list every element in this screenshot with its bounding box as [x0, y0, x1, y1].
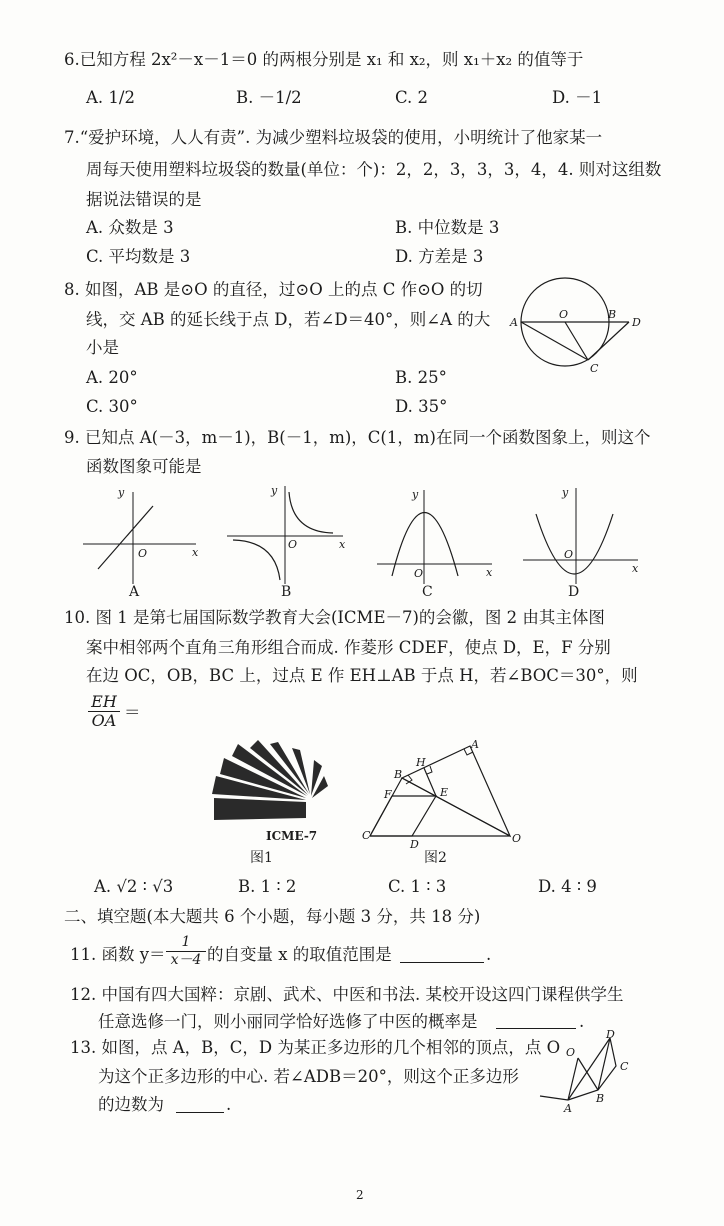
q11-fraction	[166, 934, 206, 969]
figure-label: B	[596, 1092, 605, 1105]
figure-label: A	[471, 738, 479, 751]
q13-answer-blank[interactable]	[176, 1112, 224, 1113]
figure-label: O	[564, 548, 574, 561]
q9-graph-b	[225, 484, 350, 599]
q13-polygon-figure	[540, 1028, 640, 1115]
q10-fraction	[88, 693, 120, 730]
q10-line3: 在边 OC，OB，BC 上，过点 E 作 EH⊥AB 于点 H，若∠BOC＝30°，则	[86, 666, 638, 685]
q10-line1: 10. 图 1 是第七届国际数学教育大会(ICME－7)的会徽，图 2 由其主体图	[64, 608, 605, 627]
figure-label: O	[288, 538, 298, 551]
q10-option-d: D. 4 ∶ 9	[538, 877, 597, 896]
q9-graph-c	[372, 484, 497, 599]
q11-answer-blank[interactable]	[400, 962, 484, 963]
q13-line1: 13. 如图，点 A，B，C，D 为某正多边形的几个相邻的顶点，点 O	[70, 1038, 561, 1057]
q10-option-a: A. √2 ∶ √3	[94, 877, 174, 896]
q7-option-b: B. 中位数是 3	[395, 218, 500, 237]
q7-line2: 周每天使用塑料垃圾袋的数量(单位：个)：2，2，3，3，3，4，4. 则对这组数	[86, 160, 662, 179]
figure-label: H	[416, 756, 426, 769]
q8-circle-figure	[505, 276, 655, 376]
q10-equals: ＝	[124, 703, 141, 722]
q9-option-a-letter: A	[129, 584, 140, 600]
figure-label: x	[192, 546, 199, 559]
q7-option-a: A. 众数是 3	[86, 218, 174, 237]
q8-line2: 线，交 AB 的延长线于点 D，若∠D＝40°，则∠A 的大	[86, 310, 491, 329]
q10-option-c: C. 1 ∶ 3	[388, 877, 447, 896]
q11-end: .	[486, 945, 492, 964]
figure-label: C	[362, 829, 371, 842]
q10-frac-num: EH	[91, 692, 117, 711]
figure-label: D	[606, 1028, 615, 1041]
q8-label-d: D	[632, 316, 641, 329]
q12-end: .	[579, 1012, 585, 1031]
q11-frac-num: 1	[181, 934, 191, 950]
q13-line3: 的边数为	[98, 1095, 164, 1114]
q6-option-a: A. 1/2	[86, 88, 135, 107]
q6-option-b: B. －1/2	[236, 88, 302, 107]
q9-option-d-letter: D	[568, 584, 580, 600]
q13-line2: 为这个正多边形的中心. 若∠ADB＝20°，则这个正多边形	[98, 1067, 519, 1086]
q9-line1: 9. 已知点 A(－3，m－1)，B(－1，m)，C(1，m)在同一个函数图象上，则这个	[64, 428, 651, 447]
figure-label: y	[562, 486, 569, 499]
q7-line3: 据说法错误的是	[86, 190, 202, 209]
figure-label: x	[486, 566, 493, 579]
figure-label: x	[339, 538, 346, 551]
q10-frac-den: OA	[88, 711, 120, 730]
q8-option-b: B. 25°	[395, 368, 447, 387]
figure-label: O	[512, 832, 522, 845]
q9-option-c-letter: C	[422, 584, 433, 600]
q8-label-o: O	[559, 308, 569, 321]
q13-end: .	[226, 1095, 232, 1114]
q10-option-b: B. 1 ∶ 2	[238, 877, 297, 896]
q8-line1: 8. 如图，AB 是⊙O 的直径，过⊙O 上的点 C 作⊙O 的切	[64, 280, 483, 299]
q9-graph-d	[518, 484, 643, 599]
q11-pre: 11. 函数 y＝	[70, 945, 166, 964]
figure-label: O	[566, 1046, 576, 1059]
q10-fig2	[360, 738, 520, 868]
q7-option-d: D. 方差是 3	[395, 247, 484, 266]
figure-label: y	[118, 486, 125, 499]
figure-label: D	[410, 838, 419, 851]
q7-line1: 7.“爱护环境，人人有责”. 为减少塑料垃圾袋的使用，小明统计了他家某一	[64, 128, 603, 147]
section2-heading: 二、填空题(本大题共 6 个小题，每小题 3 分，共 18 分)	[64, 907, 481, 926]
q10-fig1-caption: 图1	[250, 850, 273, 866]
q10-icme-logo	[206, 740, 336, 866]
q10-line2: 案中相邻两个直角三角形组合而成. 作菱形 CDEF，使点 D，E，F 分别	[86, 638, 611, 657]
q12-line1: 12. 中国有四大国粹：京剧、武术、中医和书法. 某校开设这四门课程供学生	[70, 985, 624, 1004]
q8-option-c: C. 30°	[86, 397, 138, 416]
q6-option-c: C. 2	[395, 88, 429, 107]
q7-option-c: C. 平均数是 3	[86, 247, 191, 266]
figure-label: O	[138, 547, 148, 560]
q8-label-b: B	[608, 308, 617, 321]
figure-label: O	[414, 567, 424, 580]
q8-option-a: A. 20°	[86, 368, 138, 387]
q12-line2: 任意选修一门，则小丽同学恰好选修了中医的概率是	[98, 1012, 478, 1031]
figure-label: y	[412, 488, 419, 501]
q11-frac-den: x－4	[166, 951, 206, 969]
figure-label: B	[394, 768, 403, 781]
q6-stem: 6.已知方程 2x²－x－1＝0 的两根分别是 x₁ 和 x₂，则 x₁＋x₂ 的值等于	[64, 50, 584, 69]
q11-post: 的自变量 x 的取值范围是	[207, 945, 392, 964]
figure-label: x	[632, 562, 639, 575]
q8-label-c: C	[590, 362, 599, 375]
q10-logo-text: ICME-7	[266, 829, 318, 843]
page-number: 2	[356, 1188, 364, 1202]
q8-line3: 小是	[86, 338, 119, 357]
q9-line2: 函数图象可能是	[86, 457, 202, 476]
q10-fig2-caption: 图2	[424, 850, 447, 866]
figure-label: E	[440, 786, 449, 799]
q9-option-b-letter: B	[281, 584, 292, 600]
figure-label: C	[620, 1060, 629, 1073]
q8-label-a: A	[510, 316, 518, 329]
figure-label: A	[564, 1102, 572, 1115]
q9-graph-a	[78, 484, 203, 599]
figure-label: y	[271, 484, 278, 497]
q6-option-d: D. －1	[552, 88, 603, 107]
q8-option-d: D. 35°	[395, 397, 448, 416]
q12-answer-blank[interactable]	[496, 1028, 576, 1029]
figure-label: F	[384, 788, 392, 801]
